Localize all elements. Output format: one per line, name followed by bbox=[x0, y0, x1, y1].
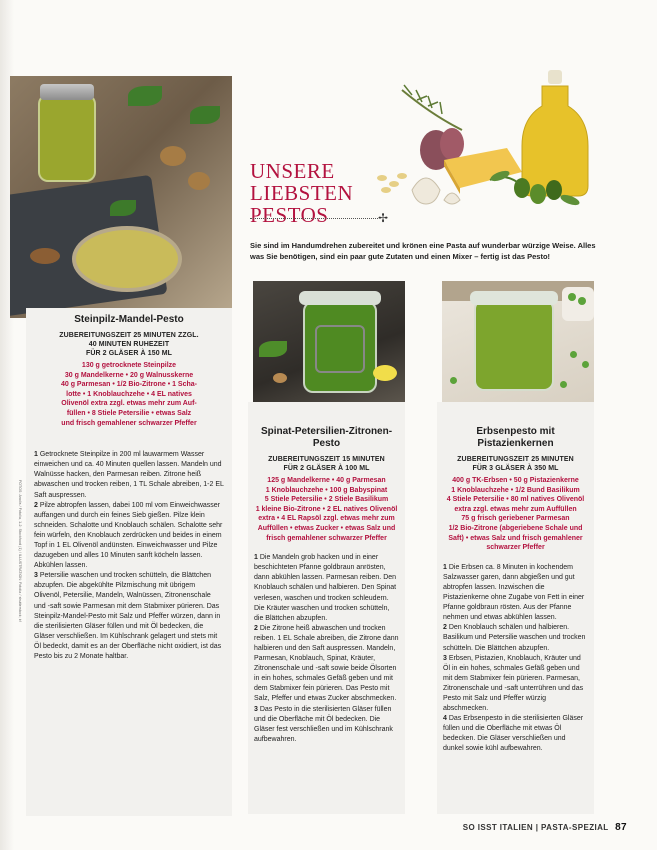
basil-leaf bbox=[110, 200, 136, 216]
ingredient-list bbox=[34, 361, 224, 428]
ingredient-line: Olivenöl extra zzgl. etwas mehr zum Auf- bbox=[61, 400, 197, 408]
recipe-step bbox=[443, 714, 588, 754]
recipe-steps bbox=[443, 563, 588, 755]
ingredient-line: schwarzer Pfeffer bbox=[486, 544, 545, 552]
recipe-column bbox=[437, 402, 594, 814]
almond bbox=[273, 373, 287, 383]
jar-lid bbox=[40, 84, 94, 100]
lemon bbox=[373, 365, 397, 381]
ingredient-line: 1 kleine Bio-Zitrone • 2 EL natives Olivenöl bbox=[255, 505, 398, 513]
recipe-steps bbox=[254, 553, 399, 745]
step-number: 1 bbox=[254, 554, 258, 562]
ingredient-line: 5 Stiele Petersilie • 2 Stiele Basilikum bbox=[264, 496, 389, 504]
small-bowl bbox=[562, 287, 594, 321]
step-text: Das Erbsenpesto in die sterilisierten Gläser füllen und die Oberfläche mit etwas Öl bedecken. Die Gläser verschließen und dunkel sowie kühl aufbewahren. bbox=[443, 715, 584, 753]
recipe-step bbox=[34, 450, 224, 500]
walnut bbox=[160, 146, 186, 166]
step-number: 1 bbox=[34, 451, 38, 459]
step-text: Pilze abtropfen lassen, dabei 100 ml vom Einweichwasser auffangen und durch ein feines Sieb gießen. Pilze klein schneiden. Schalotte und Knoblauch schälen. Schalotte sehr fein würfeln, den Knoblauch zerdrücken und beides in einem Topf in 1 EL Olivenöl andünsten. Einweichwasser und Pilze dazugeben und alles 10 Minuten sanft köcheln lassen. Abkühlen lassen. bbox=[34, 501, 223, 570]
ingredient-line: füllen • 8 Stiele Petersilie • etwas Salz bbox=[66, 409, 192, 417]
ingredient-line: 125 g Mandelkerne • 40 g Parmesan bbox=[267, 477, 386, 484]
ingredient-line: frisch gemahlener schwarzer Pfeffer bbox=[266, 534, 387, 542]
pea bbox=[570, 351, 577, 358]
photo-credit-text: FOTOS: Anolis / Fotolia, 1-2: Stockfood (1) / ILLUSTRATION: Fotolia / shutterstock; kf bbox=[18, 480, 22, 622]
meta-line: ZUBEREITUNGSZEIT 15 MINUTEN bbox=[268, 456, 385, 463]
recipe-steps bbox=[34, 450, 224, 662]
meta-line: ZUBEREITUNGSZEIT 25 MINUTEN ZZGL. bbox=[59, 332, 199, 339]
pesto-jar bbox=[474, 299, 554, 391]
step-text: Den Knoblauch schälen und halbieren. Basilikum und Petersilie waschen und trocken schütteln. Die Blättchen abzupfen. bbox=[443, 624, 586, 652]
step-text: Die Erbsen ca. 8 Minuten in kochendem Salzwasser garen, dann abgießen und gut abtropfen lassen. Inzwischen die Pistazienkerne ohne Zugabe von Fett in einer Pfanne goldbraun rösten. Aus der Pfanne nehmen und etwas abkühlen lassen. bbox=[443, 563, 585, 622]
basil-leaf bbox=[128, 86, 162, 106]
recipe-meta bbox=[34, 331, 224, 358]
photo-erbsen-pesto bbox=[442, 281, 594, 402]
ingredient-line: 75 g frisch geriebener Parmesan bbox=[461, 515, 570, 523]
pesto-jar bbox=[38, 94, 96, 182]
recipe-column bbox=[26, 308, 232, 816]
ornament-star-icon: ✢ bbox=[378, 211, 389, 225]
recipe-meta bbox=[254, 455, 399, 473]
pesto-bowl bbox=[72, 226, 182, 292]
step-number: 2 bbox=[443, 624, 447, 632]
pea bbox=[582, 361, 589, 368]
ingredient-list bbox=[443, 476, 588, 553]
photo-credit bbox=[16, 480, 24, 810]
headline-line: PESTOS bbox=[250, 203, 329, 227]
jar-glass-lid bbox=[470, 291, 558, 305]
recipe-step bbox=[254, 553, 399, 624]
meta-line: FÜR 3 GLÄSER À 350 ML bbox=[472, 465, 559, 472]
headline-line: LIEBSTEN bbox=[250, 181, 354, 205]
step-text: Die Zitrone heiß abwaschen und trocken reiben. 1 EL Schale abreiben, die Zitrone dann halbieren und den Saft auspressen. Mandeln, Parmesan, Knoblauch, Spinat, Kräuter, Zitronenschale und -saft sowie beide Ölsorten in ein hohes, schmales Gefäß geben und mit dem Stabmixer fein pürieren. Das Pesto mit Salz, Pfeffer und etwas Zucker abschmecken. bbox=[254, 624, 399, 703]
dried-mushroom bbox=[30, 248, 60, 264]
ingredient-line: und frisch gemahlener schwarzer Pfeffer bbox=[61, 419, 197, 427]
dotted-rule bbox=[250, 218, 378, 219]
footer-separator: | bbox=[535, 823, 541, 832]
step-number: 2 bbox=[34, 501, 38, 509]
recipe-step bbox=[34, 571, 224, 662]
ingredient-list bbox=[254, 476, 399, 543]
step-number: 3 bbox=[34, 572, 38, 580]
recipe-meta bbox=[443, 455, 588, 473]
ingredients-illustration bbox=[372, 60, 602, 230]
walnut bbox=[188, 172, 210, 190]
step-number: 1 bbox=[443, 563, 447, 571]
recipe-step bbox=[443, 623, 588, 653]
recipe-title: Erbsenpesto mit Pistazienkernen bbox=[476, 426, 555, 449]
recipe-step bbox=[443, 563, 588, 624]
ingredient-line: 4 Stiele Petersilie • 80 ml natives Olivenöl bbox=[446, 496, 585, 504]
ingredient-line: 1 Knoblauchzehe • 1/2 Bund Basilikum bbox=[451, 486, 580, 494]
step-number: 2 bbox=[254, 624, 258, 632]
ingredient-line: 30 g Mandelkerne • 20 g Walnusskerne bbox=[64, 371, 194, 379]
ingredient-line: extra • 4 EL Rapsöl zzgl. etwas mehr zum bbox=[258, 515, 395, 523]
pea bbox=[450, 377, 457, 384]
ingredient-line: Auffüllen • etwas Zucker • etwas Salz und bbox=[257, 524, 396, 532]
ingredient-line: 1 Knoblauchzehe • 100 g Babyspinat bbox=[265, 486, 388, 494]
footer-section: PASTA-SPEZIAL bbox=[541, 823, 609, 832]
recipe-column bbox=[248, 402, 405, 814]
recipe-step bbox=[443, 654, 588, 715]
spinach-leaf bbox=[259, 341, 287, 357]
ingredient-line: 1/2 Bio-Zitrone (abgeriebene Schale und bbox=[448, 524, 583, 532]
step-number: 4 bbox=[443, 715, 447, 723]
recipe-title: Steinpilz-Mandel-Pesto bbox=[74, 314, 184, 325]
step-number: 3 bbox=[254, 705, 258, 713]
ingredient-line: Saft) • etwas Salz und frisch gemahlener bbox=[448, 534, 583, 542]
meta-line: FÜR 2 GLÄSER À 100 ML bbox=[283, 465, 370, 472]
step-text: Das Pesto in die sterilisierten Gläser füllen und die Oberfläche mit Öl bedecken. Die Gläser fest verschließen und im Kühlschrank aufbewahren. bbox=[254, 705, 393, 743]
jar-glass-lid bbox=[299, 291, 381, 305]
recipe-step bbox=[254, 624, 399, 705]
pea bbox=[560, 381, 567, 388]
photo-spinat-pesto bbox=[253, 281, 405, 402]
pea bbox=[578, 297, 586, 305]
step-text: Petersilie waschen und trocken schütteln, die Blättchen abzupfen. Die abgekühlte Pilzmischung mit übrigem Olivenöl, Petersilie, Mandeln, Walnüssen, Zitronenschale und -saft sowie Parmesan mit dem Stabmixer pürieren. Das Steinpilz-Mandel-Pesto mit Salz und Pfeffer würzen, dann in die sterilisierten Gläser füllen und mit Öl bedecken, die Gläser verschließen. Im Kühlschrank gelagert und stets mit Öl bedeckt, damit es an der Oberfläche nicht oxidiert, ist das Pesto bis zu 2 Monate haltbar. bbox=[34, 572, 222, 661]
olive-oil-bottle-icon bbox=[522, 70, 588, 196]
basil-leaf bbox=[190, 106, 220, 124]
pea bbox=[568, 293, 576, 301]
recipe-title: Spinat-Petersilien-Zitronen-Pesto bbox=[260, 426, 393, 449]
step-text: Erbsen, Pistazien, Knoblauch, Kräuter und Öl in ein hohes, schmales Gefäß geben und mit dem Stabmixer fein pürieren. Parmesan, Zitronenschale und -saft unterrühren und das Pesto mit Salz und Pfeffer würzig abschmecken. bbox=[443, 654, 584, 713]
step-text: Die Mandeln grob hacken und in einer beschichteten Pfanne goldbraun anrösten, dann abkühlen lassen. Parmesan reiben. Den Knoblauch schälen und halbieren. Den Spinat verlesen, waschen und trocken schleudern. Die Kräuter waschen und trocken schütteln, die Blättchen abzupfen. bbox=[254, 554, 397, 622]
ingredient-line: extra zzgl. etwas mehr zum Auffüllen bbox=[454, 505, 577, 513]
ingredient-line: lotte • 1 Knoblauchzehe • 4 EL natives bbox=[66, 390, 192, 398]
page-number: 87 bbox=[615, 822, 627, 833]
recipe-step bbox=[254, 705, 399, 745]
ingredient-line: 40 g Parmesan • 1/2 Bio-Zitrone • 1 Scha- bbox=[60, 381, 197, 389]
meta-line: ZUBEREITUNGSZEIT 25 MINUTEN bbox=[457, 456, 574, 463]
jar-clip bbox=[315, 325, 365, 373]
footer-magazine: SO ISST ITALIEN bbox=[462, 823, 534, 832]
ingredient-line: 130 g getrocknete Steinpilze bbox=[81, 362, 177, 369]
step-text: Getrocknete Steinpilze in 200 ml lauwarmem Wasser einweichen und ca. 40 Minuten quellen lassen. Mandeln und Walnüsse hacken, den Parmesan reiben. Zitrone heiß abwaschen und trocken reiben, 1 TL Schale abreiben, 1-2 EL Saft auspressen. bbox=[34, 451, 224, 499]
photo-steinpilz-pesto bbox=[10, 76, 232, 318]
step-number: 3 bbox=[443, 654, 447, 662]
page-footer bbox=[463, 822, 627, 833]
garlic-icon bbox=[412, 178, 460, 204]
meta-line: 40 MINUTEN RUHEZEIT bbox=[88, 341, 170, 348]
headline-line: UNSERE bbox=[250, 159, 335, 183]
intro-text: Sie sind im Handumdrehen zubereitet und krönen eine Pasta auf wunderbar würzige Weise. Alles was Sie benötigen, sind ein paar gute Zutaten und einen Mixer – fertig ist das Pesto! bbox=[250, 241, 596, 261]
recipe-step bbox=[34, 501, 224, 572]
meta-line: FÜR 2 GLÄSER À 150 ML bbox=[85, 350, 173, 357]
rosemary-icon bbox=[402, 85, 462, 130]
ingredient-line: 400 g TK-Erbsen • 50 g Pistazienkerne bbox=[452, 477, 579, 484]
